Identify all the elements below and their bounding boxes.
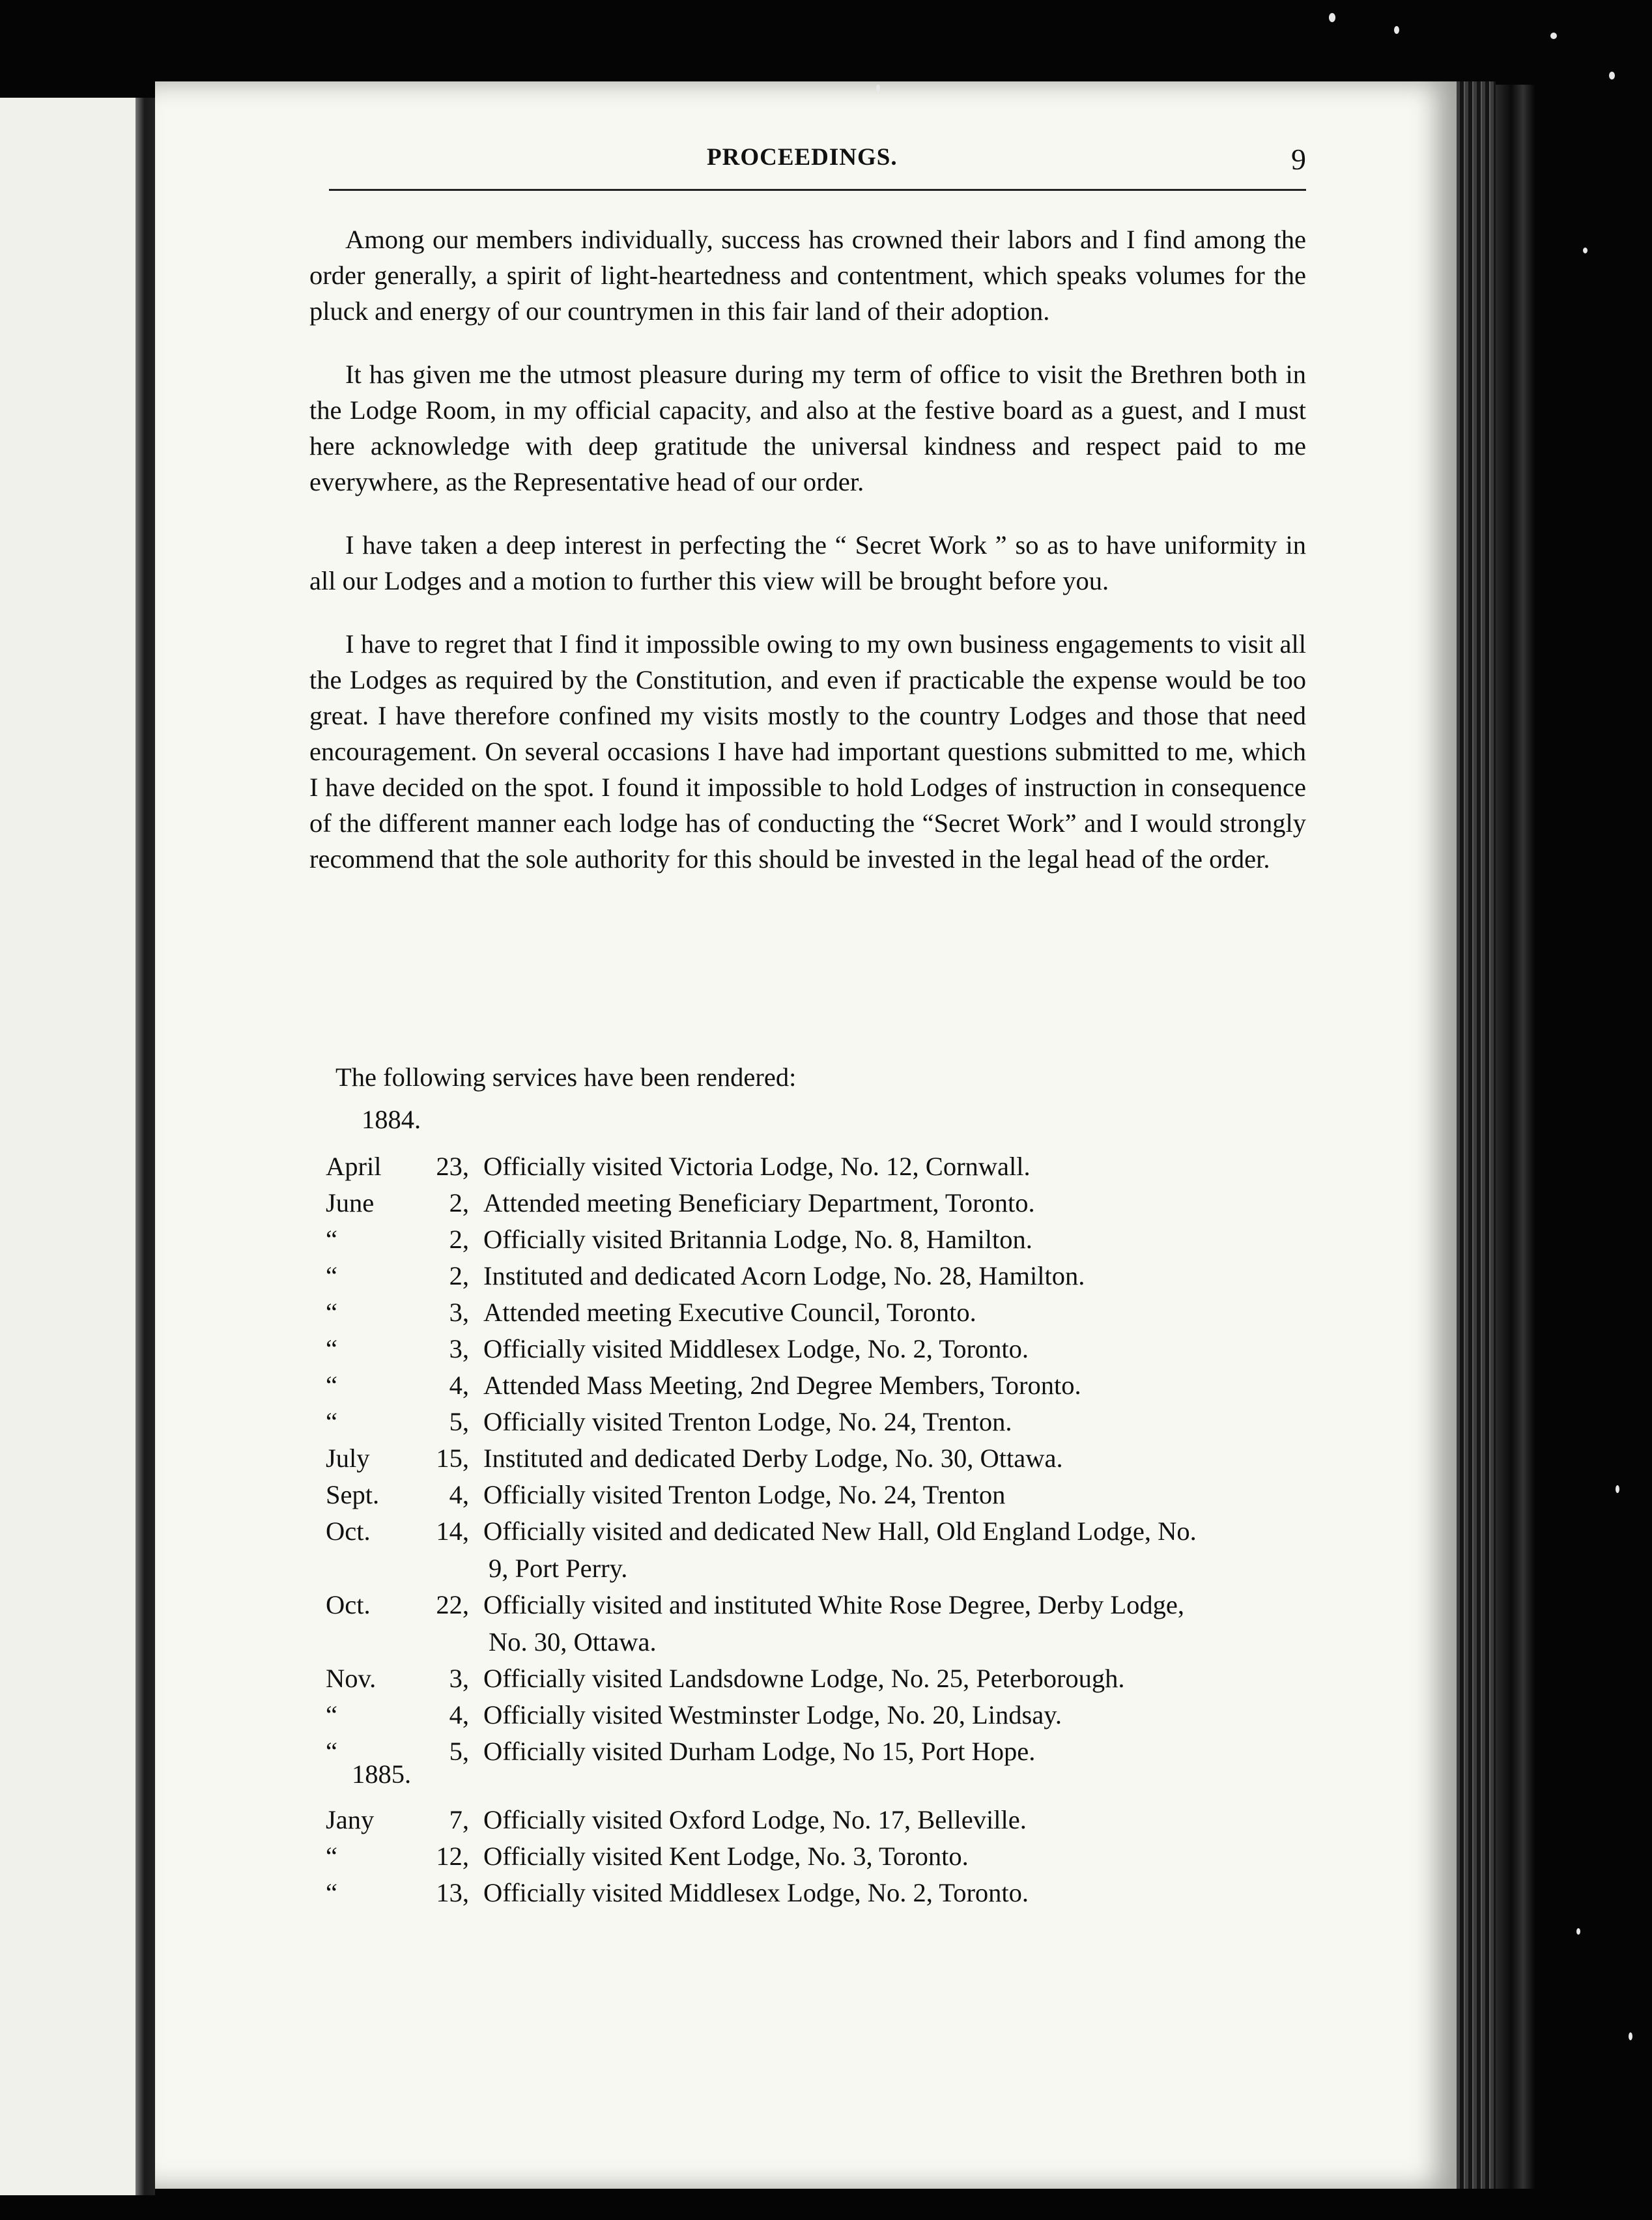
entry-text: Officially visited and dedicated New Hall, Old England Lodge, No.: [483, 1516, 1197, 1546]
entry-month: “: [326, 1261, 337, 1290]
entry-month: June: [326, 1188, 375, 1217]
entry-month: April: [326, 1152, 382, 1181]
entry-day: 2,: [449, 1225, 469, 1254]
entry-day: 3,: [449, 1298, 469, 1327]
entry-month: Oct.: [326, 1590, 371, 1619]
service-entry: [326, 1221, 1316, 1258]
entry-day: 2,: [449, 1261, 469, 1290]
service-entry: [326, 1801, 1316, 1838]
entry-month: “: [326, 1407, 337, 1436]
entry-month: “: [326, 1298, 337, 1327]
entry-text: Officially visited Westminster Lodge, No. 20, Lindsay.: [483, 1700, 1062, 1729]
entry-day: 2,: [449, 1188, 469, 1217]
entry-month: Oct.: [326, 1516, 371, 1546]
paragraph: Among our members individually, success has crowned their labors and I find among the order generally, a spirit of light-heartedness and contentment, which speaks volumes for the pluck and energy of our countrymen in this fair land of their adoption.: [309, 225, 1306, 326]
entry-month: Sept.: [326, 1480, 380, 1509]
entry-text: Officially visited Kent Lodge, No. 3, Toronto.: [483, 1842, 969, 1871]
paragraph: It has given me the utmost pleasure during my term of office to visit the Brethren both in the Lodge Room, in my official capacity, and also at the festive board as a guest, and I must here acknowledge with deep gratitude the universal kindness and respect paid to me everywhere, as the Representative head of our order.: [309, 360, 1306, 496]
entry-month: “: [326, 1371, 337, 1400]
facing-page-edge: [0, 98, 140, 2195]
entry-text: Officially visited Trenton Lodge, No. 24, Trenton.: [483, 1407, 1012, 1436]
paragraph: I have to regret that I find it impossible owing to my own business engagements to visit all the Lodges as required by the Constitution, and even if practicable the expense would be too great. I have therefore confined my visits mostly to the country Lodges and those that need encouragement. On several occasions I have had important questions submitted to me, which I have decided on the spot. I found it impossible to hold Lodges of instruction in consequence of the different manner each lodge has of conducting the “Secret Work” and I would strongly recommend that the sole authority for this should be invested in the legal head of the order.: [309, 629, 1306, 874]
entry-day: 3,: [449, 1334, 469, 1363]
service-entry: [326, 1586, 1316, 1660]
entry-text: Officially visited Durham Lodge, No 15, Port Hope.: [483, 1737, 1036, 1766]
entry-day: 3,: [449, 1664, 469, 1693]
entry-text: Instituted and dedicated Derby Lodge, No. 30, Ottawa.: [483, 1444, 1063, 1473]
entry-text: Attended Mass Meeting, 2nd Degree Members, Toronto.: [483, 1371, 1081, 1400]
body-text: [309, 221, 1306, 904]
entry-day: 23,: [436, 1152, 469, 1181]
entry-day: 15,: [436, 1444, 469, 1473]
entry-month: “: [326, 1700, 337, 1729]
service-entry: [326, 1660, 1316, 1697]
entry-month: “: [326, 1334, 337, 1363]
page-title: PROCEEDINGS.: [707, 144, 898, 171]
year-heading: 1885.: [352, 1759, 412, 1789]
page-number: 9: [1291, 143, 1306, 176]
entry-month: July: [326, 1444, 370, 1473]
book-spine: [1496, 85, 1535, 2189]
entry-month: “: [326, 1737, 337, 1766]
entry-month: “: [326, 1225, 337, 1254]
service-entry: [326, 1476, 1316, 1513]
entry-day: 5,: [449, 1737, 469, 1766]
entry-text: Officially visited Britannia Lodge, No. 8, Hamilton.: [483, 1225, 1032, 1254]
service-entry: [326, 1440, 1316, 1477]
entry-text: Officially visited Trenton Lodge, No. 24, Trenton: [483, 1480, 1006, 1509]
entry-text: Officially visited Middlesex Lodge, No. 2, Toronto.: [483, 1878, 1029, 1907]
service-entry: [326, 1294, 1316, 1331]
entry-text: Attended meeting Beneficiary Department, Toronto.: [483, 1188, 1035, 1217]
entry-continuation: No. 30, Ottawa.: [489, 1627, 657, 1657]
entry-month: “: [326, 1842, 337, 1871]
service-entry: [326, 1257, 1316, 1294]
service-entry: [326, 1874, 1316, 1911]
entry-text: Instituted and dedicated Acorn Lodge, No. 28, Hamilton.: [483, 1261, 1085, 1290]
service-entry: [326, 1733, 1316, 1770]
service-entry: [326, 1838, 1316, 1875]
entry-day: 5,: [449, 1407, 469, 1436]
service-entry: [326, 1367, 1316, 1404]
service-entry: [326, 1696, 1316, 1733]
entry-day: 4,: [449, 1480, 469, 1509]
entry-day: 4,: [449, 1700, 469, 1729]
entry-text: Officially visited Middlesex Lodge, No. 2, Toronto.: [483, 1334, 1029, 1363]
year-heading: 1884.: [362, 1105, 421, 1134]
header-rule: [329, 189, 1306, 191]
entry-day: 12,: [436, 1842, 469, 1871]
service-entry: [326, 1513, 1316, 1587]
entry-month: Nov.: [326, 1664, 377, 1693]
entry-text: Officially visited Landsdowne Lodge, No. 25, Peterborough.: [483, 1664, 1125, 1693]
entry-continuation: 9, Port Perry.: [489, 1554, 628, 1583]
entry-text: Officially visited Oxford Lodge, No. 17, Belleville.: [483, 1805, 1027, 1834]
service-entry: [326, 1403, 1316, 1440]
entry-day: 7,: [449, 1805, 469, 1834]
running-head: [329, 124, 1332, 202]
paragraph: I have taken a deep interest in perfecting the “ Secret Work ” so as to have uniformity in all our Lodges and a motion to further this view will be brought before you.: [309, 530, 1306, 595]
service-entry: [326, 1184, 1316, 1221]
entry-month: “: [326, 1878, 337, 1907]
book-gutter: [135, 98, 155, 2195]
entry-day: 13,: [436, 1878, 469, 1907]
entry-month: Jany: [326, 1805, 375, 1834]
entry-text: Attended meeting Executive Council, Toronto.: [483, 1298, 976, 1327]
service-entry: [326, 1330, 1316, 1367]
entry-day: 14,: [436, 1516, 469, 1546]
services-intro: The following services have been rendered:: [335, 1062, 797, 1092]
entry-text: Officially visited Victoria Lodge, No. 12, Cornwall.: [483, 1152, 1031, 1181]
page-edges: [1457, 81, 1496, 2189]
entry-text: Officially visited and instituted White Rose Degree, Derby Lodge,: [483, 1590, 1184, 1619]
service-entry: [326, 1148, 1316, 1185]
entry-day: 4,: [449, 1371, 469, 1400]
entry-day: 22,: [436, 1590, 469, 1619]
